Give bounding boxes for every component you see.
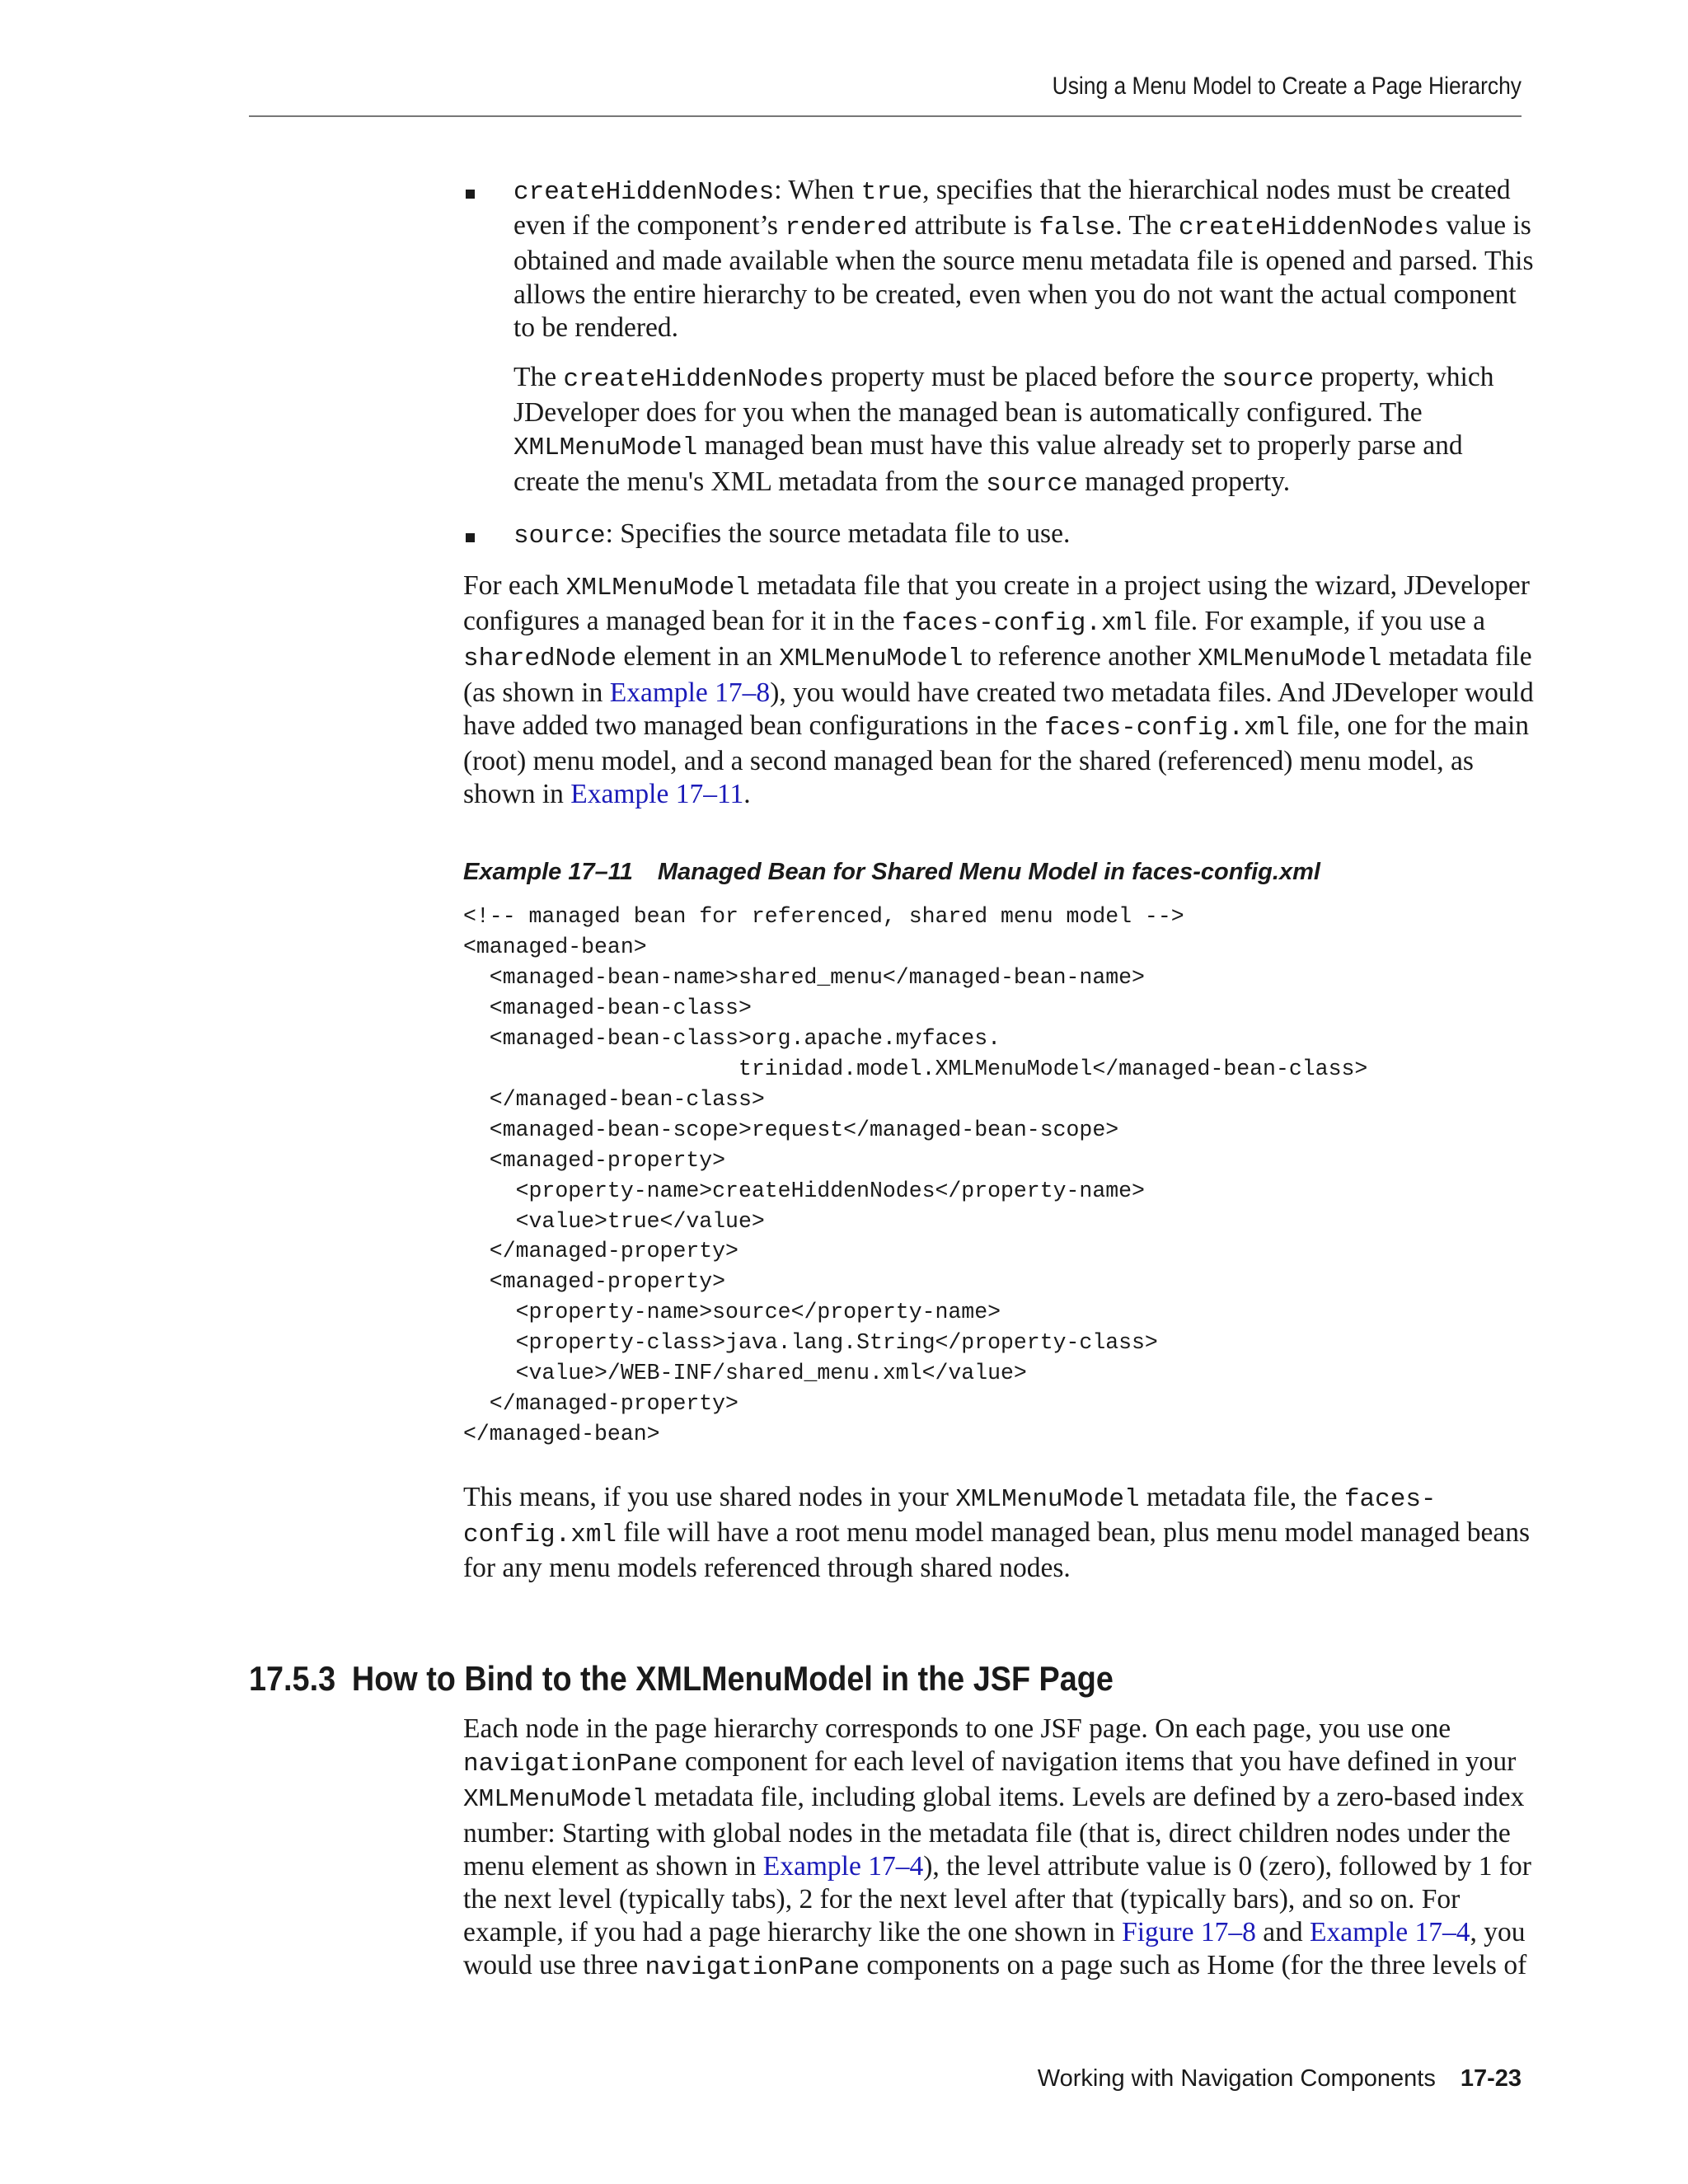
example-title: Managed Bean for Shared Menu Model in faces-config.xml bbox=[657, 859, 1320, 886]
running-footer bbox=[1038, 2065, 1522, 2093]
bullet-square-icon bbox=[466, 190, 475, 199]
example-17-4-link[interactable]: Example 17–4 bbox=[762, 1850, 924, 1882]
example-caption bbox=[463, 857, 1535, 887]
section-title: How to Bind to the XMLMenuModel in the JSF Page bbox=[351, 1659, 1114, 1698]
code-example: <!-- managed bean for referenced, shared menu model --> <managed-bean> <managed-bean-name>shared_menu</managed-bean-name> <managed-bean-class> <managed-bean-class>org.apache.myfaces. trinidad.model.XMLMenuModel</managed-bean-class> </managed-bean-class> <managed-bean-scope>request</managed-bean-scope> <managed-property> <property-name>createHiddenNodes</property-name> <value>true</value> </managed-property> <managed-property> <property-name>source</property-name> <property-class>java.lang.String</property-class> <value>/WEB-INF/shared_menu.xml</value> </managed-property> </managed-bean> bbox=[463, 904, 1368, 1446]
list-item-text: source: Specifies the source metadata file to use. bbox=[513, 518, 1071, 551]
property-list bbox=[463, 174, 1535, 553]
list-item-source bbox=[463, 518, 1535, 553]
body-paragraph: Each node in the page hierarchy corresponds to one JSF page. On each page, you use one navigationPane component for each level of navigation items that you have defined in your XMLMenuModel metadata file, including global items. Levels are defined by a zero-based index number: Starting with global nodes in the metadata file (that is, direct children nodes under the menu element as shown in Example 17–4), the level attribute value is 0 (zero), followed by 1 for the next level (typically tabs), 2 for the next level after that (typically bars), and so on. For example, if you had a page hierarchy like the one shown in Figure 17–8 and Example 17–4, you would use three navigationPane components on a page such as Home (for the three levels of bbox=[463, 1713, 1531, 1983]
example-17-4-link[interactable]: Example 17–4 bbox=[1310, 1917, 1470, 1948]
body-paragraph: This means, if you use shared nodes in your XMLMenuModel metadata file, the faces-config.xml file will have a root menu model managed bean, plus menu model managed beans for any menu models referenced through shared nodes. bbox=[463, 1481, 1530, 1584]
header-rule bbox=[249, 115, 1522, 117]
list-item-text: createHiddenNodes: When true, specifies that the hierarchical nodes must be created even if the component’s rendered attribute is false. The createHiddenNodes value is obtained and made available when the source menu metadata file is opened and parsed. This allows the entire hierarchy to be created, even when you do not want the actual component to be rendered. bbox=[513, 175, 1534, 343]
footer-chapter-title: Working with Navigation Components bbox=[1037, 2065, 1436, 2092]
body-paragraph: For each XMLMenuModel metadata file that you create in a project using the wizard, JDeveloper configures a managed bean for it in the faces-config.xml file. For example, if you use a sharedNode element in an XMLMenuModel to reference another XMLMenuModel metadata file (as shown in Example 17–8), you would have created two metadata files. And JDeveloper would have added two managed bean configurations in the faces-config.xml file, one for the main (root) menu model, and a second managed bean for the shared (referenced) menu model, as shown in Example 17–11. bbox=[463, 570, 1534, 810]
section-body bbox=[463, 1713, 1535, 1985]
page-number: 17-23 bbox=[1460, 2065, 1522, 2092]
figure-17-8-link[interactable]: Figure 17–8 bbox=[1122, 1917, 1256, 1948]
section-number: 17.5.3 bbox=[249, 1659, 336, 1698]
list-item-continuation: The createHiddenNodes property must be placed before the source property, which JDeveloper does for you when the managed bean is automatically configured. The XMLMenuModel managed bean must have this value already set to properly parse and create the menu's XML metadata from the source managed property. bbox=[513, 362, 1494, 499]
section-heading bbox=[249, 1658, 1114, 1699]
example-17-8-link[interactable]: Example 17–8 bbox=[609, 677, 771, 708]
running-header-title: Using a Menu Model to Create a Page Hierarchy bbox=[1052, 73, 1522, 100]
main-body bbox=[463, 174, 1535, 1585]
example-number: Example 17–11 bbox=[463, 859, 633, 886]
list-item-create-hidden-nodes bbox=[463, 174, 1535, 501]
example-17-11-link[interactable]: Example 17–11 bbox=[570, 779, 744, 810]
bullet-square-icon bbox=[466, 533, 475, 542]
